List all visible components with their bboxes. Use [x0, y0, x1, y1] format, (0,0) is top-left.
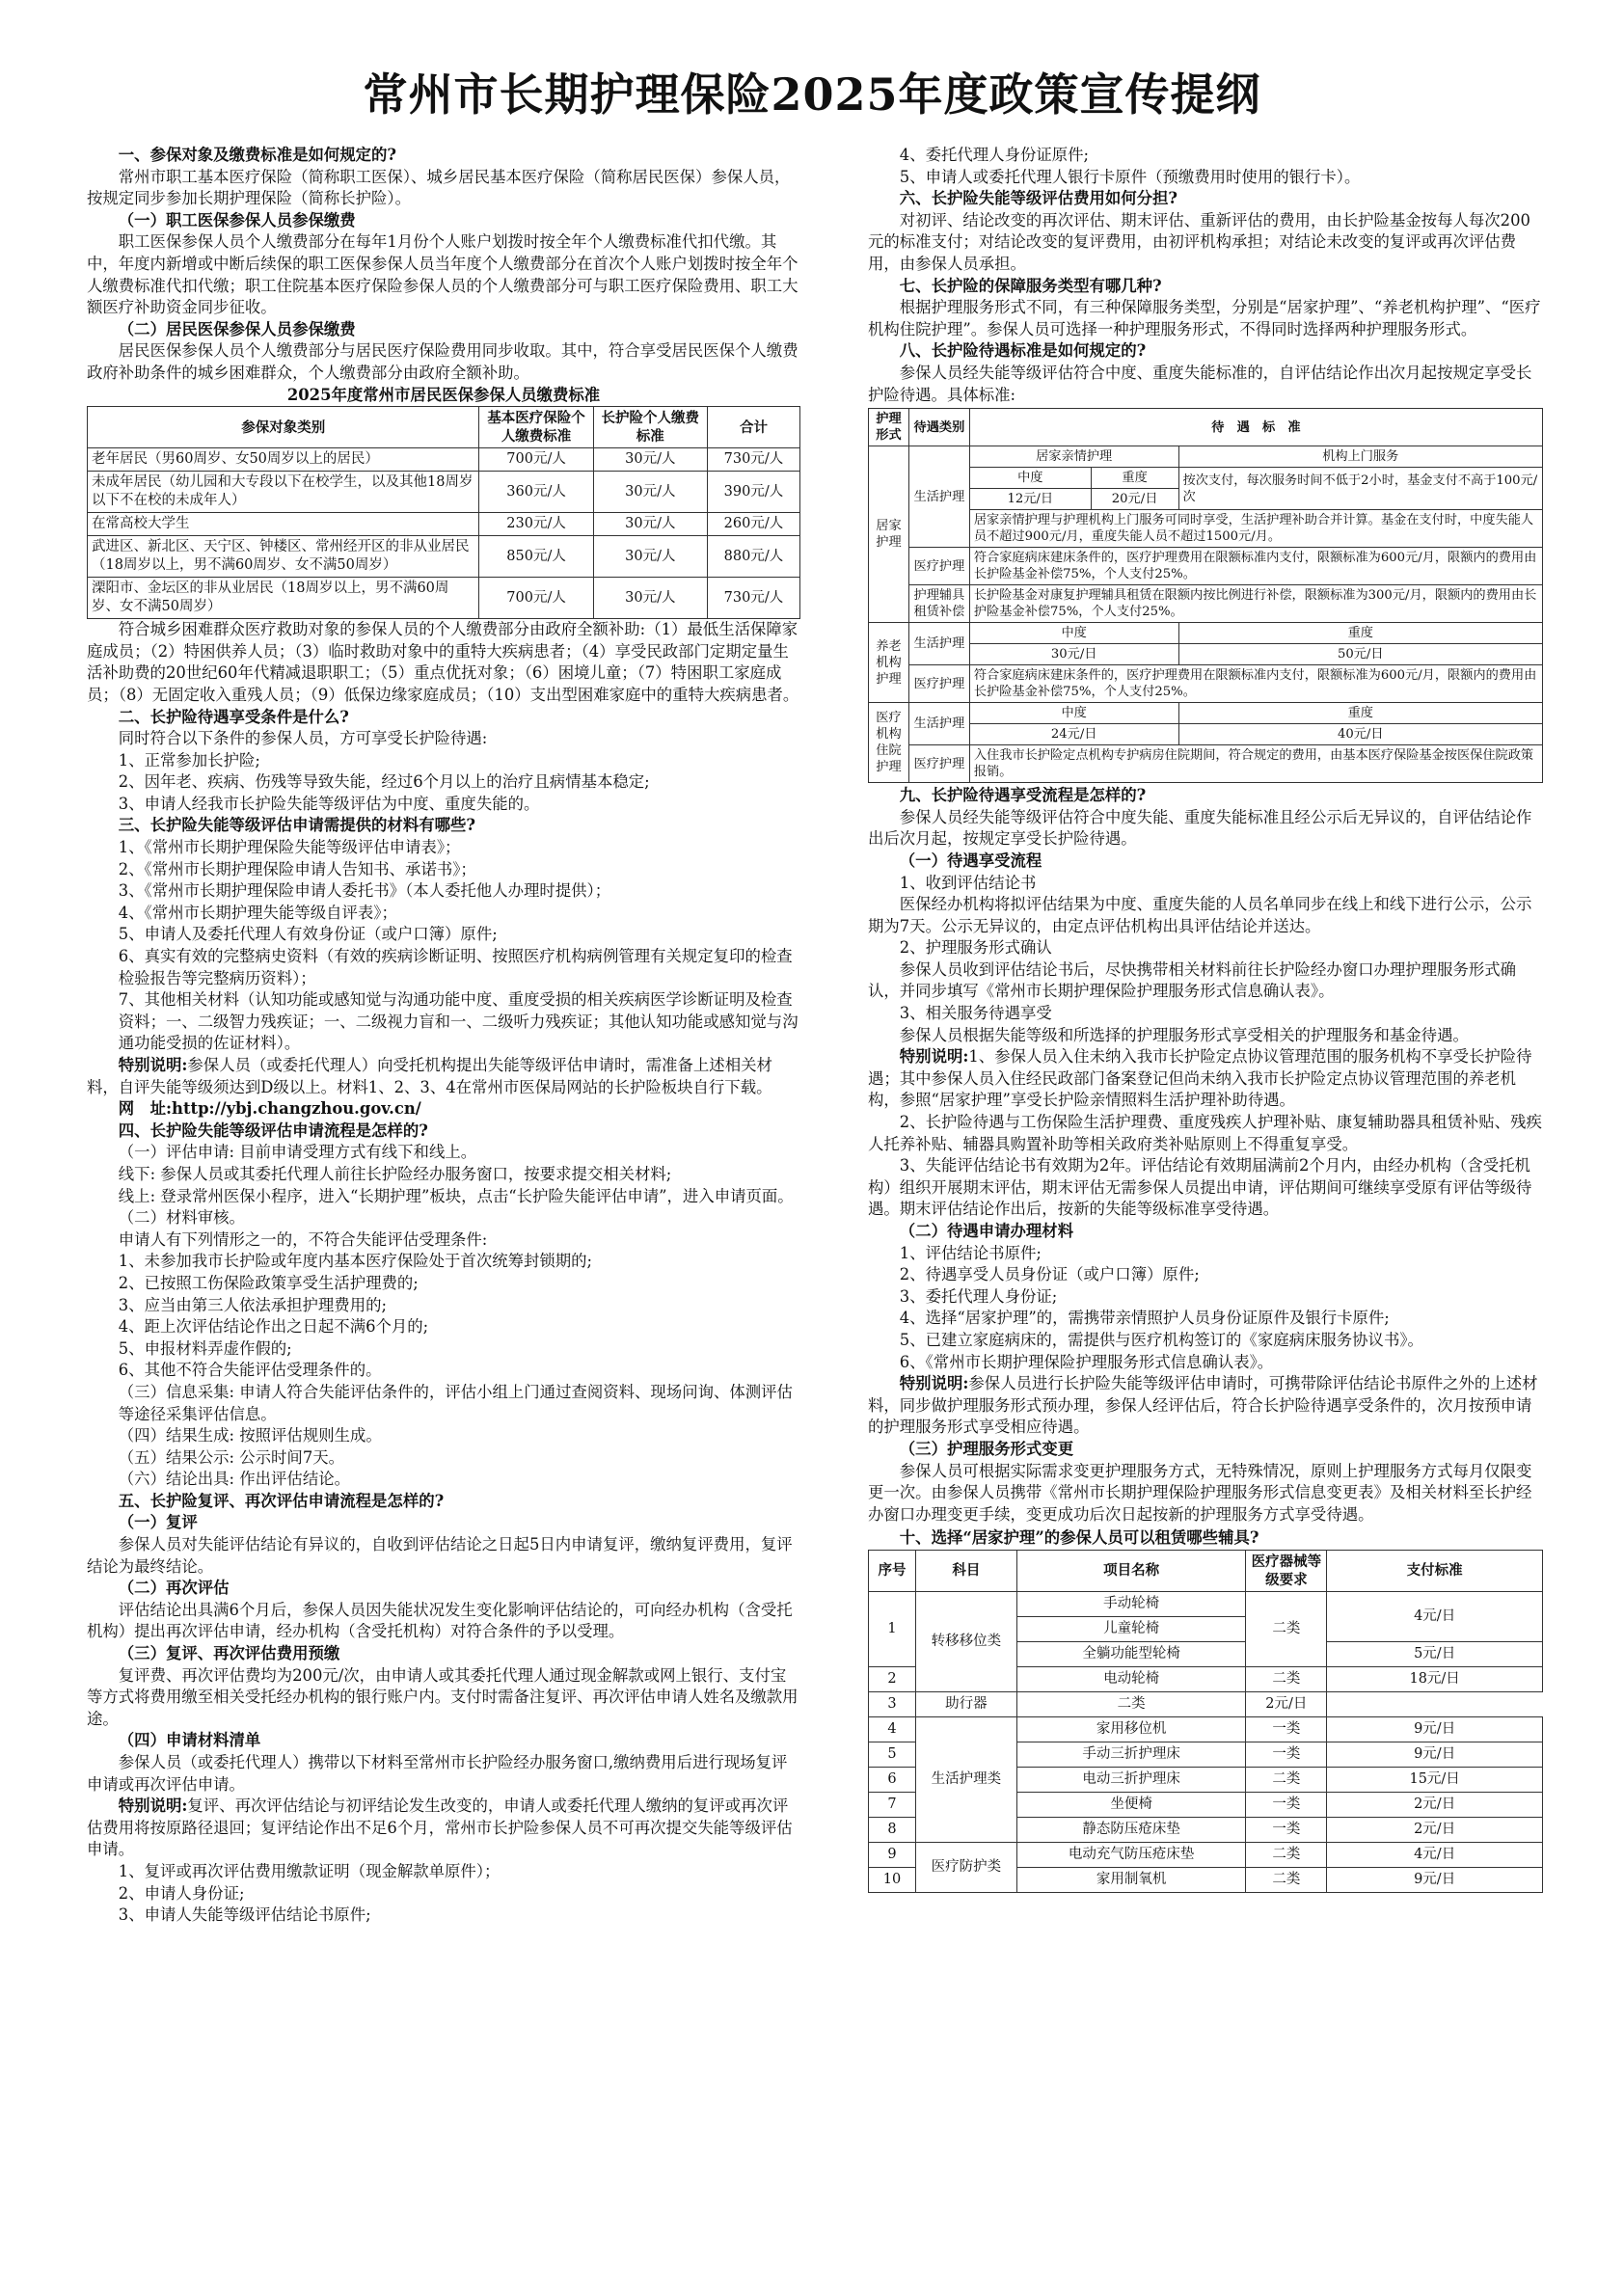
aid-cell: 二类 [1246, 1767, 1327, 1792]
aid-cell: 电动充气防压疮床垫 [1016, 1842, 1246, 1867]
aid-cell: 手动轮椅 [1016, 1591, 1246, 1616]
website-link[interactable]: http://ybj.changzhou.gov.cn/ [172, 1099, 421, 1119]
aid-cell: 18元/日 [1327, 1666, 1543, 1691]
section-9-heading: 九、长护险待遇享受流程是怎样的? [899, 786, 1147, 805]
section-7-heading: 七、长护险的保障服务类型有哪几种? [899, 276, 1162, 295]
aid-cell: 4元/日 [1327, 1591, 1543, 1641]
section-2-list [87, 750, 800, 816]
form-hosp: 医疗机构住院护理 [869, 703, 909, 783]
cat-life: 生活护理 [908, 623, 969, 665]
aid-cell: 7 [869, 1792, 916, 1817]
section-5-b: （二）再次评估 [118, 1579, 230, 1598]
list-item: 3、应当由第三人依法承担护理费用的; [118, 1295, 387, 1314]
list-item: 2、申请人身份证; [118, 1883, 245, 1903]
section-3-note [87, 1055, 800, 1098]
fee-th: 基本医疗保险个人缴费标准 [479, 407, 593, 448]
list-item: 2、已按照工伤保险政策享受生活护理费的; [118, 1273, 419, 1292]
section-3-list [87, 837, 800, 1055]
list-item: 3、申请人经我市长护险失能等级评估为中度、重度失能的。 [118, 794, 540, 813]
aid-cell: 电动三折护理床 [1016, 1767, 1246, 1792]
rate-24: 24元/日 [969, 724, 1178, 745]
aid-cell: 二类 [1246, 1842, 1327, 1867]
both-text: 居家亲情护理与护理机构上门服务可同时享受，生活护理补助合并计算。基金在支付时，中度失能人员不超过900元/月，重度失能人员不超过1500元/月。 [969, 510, 1542, 548]
aid-category: 生活护理类 [915, 1716, 1016, 1842]
section-4-list [87, 1142, 800, 1491]
section-9-a1-text: 医保经办机构将拟评估结果为中度、重度失能的人员名单同步在线上和线下进行公示，公示期为7天。公示无异议的，由定点评估机构出具评估结论并送达。 [868, 895, 1532, 935]
level-heavy: 重度 [1178, 703, 1542, 724]
aid-cell: 二类 [1246, 1666, 1327, 1691]
note-label: 特别说明: [899, 1374, 969, 1393]
left-column [87, 145, 800, 1927]
visit-text: 按次支付，每次服务时间不低于2小时，基金支付不高于100元/次 [1178, 468, 1542, 510]
fee-cell: 730元/人 [707, 448, 799, 472]
note-label: 特别说明: [118, 1796, 188, 1816]
fee-cell: 30元/人 [593, 536, 707, 578]
rate-20: 20元/日 [1091, 489, 1178, 510]
fee-cell: 390元/人 [707, 472, 799, 513]
note-text: 1、参保人员入住未纳入我市长护险定点协议管理范围的服务机构不享受长护险待遇；其中参保人员入住经民政部门备案登记但尚未纳入我市长护险定点协议管理范围的养老机构，参照“居家护理”享受长护险亲情照料生活护理补助待遇。 [868, 1047, 1532, 1110]
fee-th: 参保对象类别 [88, 407, 479, 448]
aid-category: 医疗防护类 [915, 1842, 1016, 1892]
aid-cell: 二类 [1246, 1867, 1327, 1892]
aid-cell: 2元/日 [1327, 1817, 1543, 1842]
list-item: 1、正常参加长护险; [118, 750, 260, 770]
level-mid: 中度 [969, 623, 1178, 644]
section-7-text: 根据护理服务形式不同，有三种保障服务类型，分别是“居家护理”、“养老机构护理”、“医疗机构住院护理”。参保人员可选择一种护理服务形式，不得同时选择两种护理服务形式。 [868, 298, 1541, 338]
aid-cell: 9元/日 [1327, 1742, 1543, 1767]
list-item: （六）结论出具: 作出评估结论。 [118, 1470, 350, 1489]
form-home: 居家护理 [869, 446, 909, 623]
fee-table [87, 406, 800, 619]
aid-cell: 一类 [1246, 1792, 1327, 1817]
section-1-heading: 一、参保对象及缴费标准是如何规定的? [118, 146, 397, 164]
section-4-heading: 四、长护险失能等级评估申请流程是怎样的? [118, 1121, 428, 1140]
section-5-d-text: 参保人员（或委托代理人）携带以下材料至常州市长护险经办服务窗口,缴纳费用后进行现场复评申请或再次评估申请。 [87, 1753, 788, 1794]
section-5-b-text: 评估结论出具满6个月后，参保人员因失能状况发生变化影响评估结论的，可向经办机构（含受托机构）提出再次评估申请，经办机构（含受托机构）对符合条件的予以受理。 [87, 1600, 793, 1641]
section-9-b-note [868, 1373, 1543, 1439]
section-5-a: （一）复评 [118, 1513, 198, 1532]
level-heavy: 重度 [1091, 468, 1178, 489]
page-title: 常州市长期护理保险2025年度政策宣传提纲 [363, 68, 1261, 121]
aid-cell: 10 [869, 1867, 916, 1892]
aid-table [868, 1550, 1543, 1893]
aid-th: 支付标准 [1327, 1550, 1543, 1591]
section-1-sub1-text: 职工医保参保人员个人缴费部分在每年1月份个人账户划拨时按全年个人缴费标准代扣代缴。其中，年度内新增或中断后续保的职工医保参保人员当年度个人缴费部分在首次个人账户划拨时按全年个人缴费标准代扣代缴；职工住院基本医疗保险参保人员的个人缴费部分可与职工医疗保险费用、职工大额医疗补助资金同步征收。 [87, 232, 798, 317]
fee-cell: 260元/人 [707, 513, 799, 536]
section-9-text: 参保人员经失能等级评估符合中度失能、重度失能标准且经公示后无异议的，自评估结论作出后次月起，按规定享受长护险待遇。 [868, 807, 1532, 849]
aid-cell: 5元/日 [1327, 1641, 1543, 1666]
aid-cell: 电动轮椅 [1016, 1666, 1246, 1691]
benefit-th: 护理形式 [869, 409, 909, 446]
fee-cell: 未成年居民（幼儿园和大专段以下在校学生，以及其他18周岁以下不在校的未成年人） [88, 472, 479, 513]
list-item: 线上: 登录常州医保小程序，进入“长期护理”板块，点击“长护险失能评估申请”，进入申请页面。 [118, 1186, 794, 1205]
aid-cell: 4 [869, 1716, 916, 1742]
aid-th: 科目 [915, 1550, 1016, 1591]
table-row [869, 1691, 1543, 1716]
fee-cell: 880元/人 [707, 536, 799, 578]
list-item: 1、复评或再次评估费用缴款证明（现金解款单原件）； [118, 1861, 501, 1880]
continued-list [868, 145, 1543, 188]
aid-cell: 9 [869, 1842, 916, 1867]
list-item: 线下: 参保人员或其委托代理人前往长护险经办服务窗口，按要求提交相关材料; [118, 1164, 672, 1183]
form-elder: 养老机构护理 [869, 623, 909, 703]
cat-life: 生活护理 [908, 446, 969, 548]
section-9-a: （一）待遇享受流程 [899, 851, 1042, 870]
aid-text: 长护险基金对康复护理辅具租赁在限额内按比例进行补偿，限额标准为300元/月，限额内的费用由长护险基金补偿75%，个人支付25%。 [969, 585, 1542, 623]
aid-category: 转移移位类 [915, 1591, 1016, 1691]
fee-cell: 在常高校大学生 [88, 513, 479, 536]
section-9-c: （三）护理服务形式变更 [899, 1439, 1074, 1458]
level-mid: 中度 [969, 468, 1091, 489]
hosp-text: 入住我市长护险定点机构专护病房住院期间，符合规定的费用，由基本医疗保险基金按医保住院政策报销。 [969, 745, 1542, 783]
aid-cell: 9元/日 [1327, 1716, 1543, 1742]
table-row [88, 448, 800, 472]
section-5-c: （三）复评、再次评估费用预缴 [118, 1644, 340, 1663]
list-item: 2、因年老、疾病、伤残等导致失能，经过6个月以上的治疗且病情基本稳定; [118, 772, 650, 792]
table-row [88, 513, 800, 536]
med-text: 符合家庭病床建床条件的，医疗护理费用在限额标准内支付，限额标准为600元/月，限额内的费用由长护险基金补偿75%，个人支付25%。 [969, 665, 1542, 703]
rate-12: 12元/日 [969, 489, 1091, 510]
rate-50: 50元/日 [1178, 644, 1542, 665]
list-item: 2、《常州市长期护理保险申请人告知书、承诺书》； [118, 859, 476, 878]
aid-cell: 3 [869, 1691, 916, 1716]
aid-th: 医疗器械等级要求 [1246, 1550, 1327, 1591]
med-text: 符合家庭病床建床条件的，医疗护理费用在限额标准内支付，限额标准为600元/月，限额内的费用由长护险基金补偿75%，个人支付25%。 [969, 548, 1542, 585]
note-label: 特别说明: [899, 1047, 969, 1067]
table-row [88, 578, 800, 619]
section-9-a2-text: 参保人员收到评估结论书后，尽快携带相关材料前往长护险经办窗口办理护理服务形式确认，并同步填写《常州市长期护理保险护理服务形式信息确认表》。 [868, 959, 1517, 1001]
benefit-th: 待遇类别 [908, 409, 969, 446]
section-9-note-3: 3、失能评估结论书有效期为2年。评估结论有效期届满前2个月内，由经办机构（含受托机构）组织开展期末评估，期末评估无需参保人员提出申请，评估期间可继续享受原有评估等级待遇。期末评估结论作出后，按新的失能等级标准享受待遇。 [868, 1156, 1532, 1219]
section-10-heading: 十、选择“居家护理”的参保人员可以租赁哪些辅具? [899, 1528, 1259, 1548]
table-row [88, 536, 800, 578]
fee-cell: 老年居民（男60周岁、女50周岁以上的居民） [88, 448, 479, 472]
aid-cell: 一类 [1246, 1817, 1327, 1842]
table-row [869, 1716, 1543, 1742]
section-1-sub2-text: 居民医保参保人员个人缴费部分与居民医疗保险费用同步收取。其中，符合享受居民医保个人缴费政府补助条件的城乡困难群众，个人缴费部分由政府全额补助。 [87, 341, 798, 382]
visit-head: 机构上门服务 [1178, 446, 1542, 468]
table-row [869, 1842, 1543, 1867]
list-item: （二）材料审核。 [118, 1208, 245, 1228]
list-item: 申请人有下列情形之一的，不符合失能评估受理条件: [118, 1229, 488, 1249]
list-item: 4、《常州市长期护理失能等级自评表》； [118, 903, 397, 922]
list-item: 5、申报材料弄虚作假的; [118, 1338, 292, 1358]
section-9-note-1 [868, 1046, 1543, 1112]
aid-cell: 8 [869, 1817, 916, 1842]
cat-aid: 护理辅具租赁补偿 [908, 585, 969, 623]
section-5-note [87, 1796, 800, 1861]
list-item: 2、待遇享受人员身份证（或户口簿）原件; [899, 1265, 1200, 1284]
url-label: 网 址: [118, 1099, 173, 1119]
section-9-a1: 1、收到评估结论书 [899, 873, 1037, 892]
list-item: （四）结果生成: 按照评估规则生成。 [118, 1426, 382, 1445]
section-2-text: 同时符合以下条件的参保人员，方可享受长护险待遇: [118, 729, 488, 748]
note-text: 参保人员进行长护险失能等级评估申请时，可携带除评估结论书原件之外的上述材料，同步做护理服务形式预办理，参保人经评估后，符合长护险待遇享受条件的，次月按预申请的护理服务形式享受相应待遇。 [868, 1374, 1538, 1437]
list-item: 4、委托代理人身份证原件; [899, 146, 1090, 164]
fee-cell: 730元/人 [707, 578, 799, 619]
section-9-b: （二）待遇申请办理材料 [899, 1222, 1074, 1240]
section-9-a3-text: 参保人员根据失能等级和所选择的护理服务形式享受相关的护理服务和基金待遇。 [899, 1025, 1469, 1044]
aid-cell: 4元/日 [1327, 1842, 1543, 1867]
aid-cell: 全躺功能型轮椅 [1016, 1641, 1246, 1666]
note-label: 特别说明: [118, 1056, 188, 1074]
list-item: （三）信息采集: 申请人符合失能评估条件的，评估小组上门通过查阅资料、现场问询、体测评估等途径采集评估信息。 [118, 1382, 793, 1423]
list-item: 1、未参加我市长护险或年度内基本医疗保险处于首次统筹封锁期的; [118, 1252, 593, 1271]
note-text: 参保人员（或委托代理人）向受托机构提出失能等级评估申请时，需准备上述相关材料，自评失能等级须达到D级以上。材料1、2、3、4在常州市医保局网站的长护险板块自行下载。 [87, 1056, 772, 1096]
cat-med: 医疗护理 [908, 745, 969, 783]
list-item: 5、申请人及委托代理人有效身份证（或户口簿）原件; [118, 925, 498, 944]
benefit-table [868, 408, 1543, 783]
list-item: （一）评估申请: 目前申请受理方式有线下和线上。 [118, 1143, 477, 1162]
section-1-text: 常州市职工基本医疗保险（简称职工医保）、城乡居民基本医疗保险（简称居民医保）参保人员，按规定同步参加长期护理保险（简称长护险）。 [87, 167, 791, 208]
fee-cell: 30元/人 [593, 448, 707, 472]
aid-cell: 静态防压疮床垫 [1016, 1817, 1246, 1842]
table-row [869, 1591, 1543, 1616]
list-item: 1、《常州市长期护理保险失能等级评估申请表》； [118, 838, 461, 857]
aid-cell: 一类 [1246, 1742, 1327, 1767]
list-item: 6、《常州市长期护理保险护理服务形式信息确认表》。 [899, 1352, 1274, 1371]
section-1-sub2: （二）居民医保参保人员参保缴费 [118, 319, 356, 338]
section-5-list [87, 1861, 800, 1927]
list-item: 3、申请人失能等级评估结论书原件; [118, 1905, 371, 1925]
aid-cell: 6 [869, 1767, 916, 1792]
rate-40: 40元/日 [1178, 724, 1542, 745]
right-column [868, 145, 1543, 1893]
fee-cell: 230元/人 [479, 513, 593, 536]
aid-cell: 5 [869, 1742, 916, 1767]
section-5-d: （四）申请材料清单 [118, 1731, 261, 1750]
aid-cell: 9元/日 [1327, 1867, 1543, 1892]
aid-cell: 2元/日 [1246, 1691, 1327, 1716]
website-line [87, 1098, 800, 1121]
fee-cell: 30元/人 [593, 578, 707, 619]
level-mid: 中度 [969, 703, 1178, 724]
section-9-note-2: 2、长护险待遇与工伤保险生活护理费、重度残疾人护理补贴、康复辅助器具租赁补贴、残疾人托养补贴、辅器具购置补助等相关政府类补贴原则上不得重复享受。 [868, 1113, 1542, 1153]
aid-cell: 家用移位机 [1016, 1716, 1246, 1742]
fee-cell: 武进区、新北区、天宁区、钟楼区、常州经开区的非从业居民（18周岁以上，男不满60周岁、女不满50周岁） [88, 536, 479, 578]
section-3-heading: 三、长护险失能等级评估申请需提供的材料有哪些? [118, 816, 475, 835]
aid-cell: 儿童轮椅 [1016, 1616, 1246, 1641]
list-item: 4、选择“居家护理”的，需携带亲情照护人员身份证原件及银行卡原件; [899, 1309, 1390, 1328]
fee-cell: 30元/人 [593, 472, 707, 513]
section-9-a3: 3、相关服务待遇享受 [899, 1004, 1052, 1023]
note-text: 复评、再次评估结论与初评结论发生改变的，申请人或委托代理人缴纳的复评或再次评估费用将按原路径退回；复评结论作出不足6个月，常州市长护险参保人员不可再次提交失能等级评估申请。 [87, 1796, 793, 1859]
aid-cell: 2 [869, 1666, 916, 1691]
aid-cell: 二类 [1246, 1591, 1327, 1666]
fee-cell: 360元/人 [479, 472, 593, 513]
section-9-b-list [868, 1243, 1543, 1374]
list-item: 6、其他不符合失能评估受理条件的。 [118, 1361, 382, 1380]
list-item: 6、真实有效的完整病史资料（有效的疾病诊断证明、按照医疗机构病例管理有关规定复印的检查检验报告等完整病历资料）； [118, 947, 793, 987]
section-6-heading: 六、长护险失能等级评估费用如何分担? [899, 189, 1178, 208]
cat-med: 医疗护理 [908, 548, 969, 585]
aid-cell: 助行器 [915, 1691, 1016, 1716]
list-item: （五）结果公示: 公示时间7天。 [118, 1447, 345, 1467]
section-8-text: 参保人员经失能等级评估符合中度、重度失能标准的，自评估结论作出次月起按规定享受长护险待遇。具体标准: [868, 363, 1532, 404]
list-item: 5、已建立家庭病床的，需提供与医疗机构签订的《家庭病床服务协议书》。 [899, 1330, 1423, 1349]
table-row [88, 472, 800, 513]
aid-th: 项目名称 [1016, 1550, 1246, 1591]
fee-cell: 溧阳市、金坛区的非从业居民（18周岁以上，男不满60周岁、女不满50周岁） [88, 578, 479, 619]
section-9-c-text: 参保人员可根据实际需求变更护理服务方式，无特殊情况，原则上护理服务方式每月仅限变更一次。由参保人员携带《常州市长期护理保险护理服务形式信息变更表》及相关材料至长护经办窗口办理变更手续，变更成功后次日起按新的护理服务方式享受待遇。 [868, 1461, 1532, 1524]
fee-cell: 30元/人 [593, 513, 707, 536]
level-heavy: 重度 [1178, 623, 1542, 644]
fee-cell: 700元/人 [479, 578, 593, 619]
aid-cell: 手动三折护理床 [1016, 1742, 1246, 1767]
aid-cell: 1 [869, 1591, 916, 1666]
cat-life: 生活护理 [908, 703, 969, 745]
fee-cell: 700元/人 [479, 448, 593, 472]
list-item: 7、其他相关材料（认知功能或感知觉与沟通功能中度、重度受损的相关疾病医学诊断证明及检查资料；一、二级智力残疾证；一、二级视力盲和一、二级听力残疾证；其他认知功能或感知觉与沟通功能受损的佐证材料）。 [118, 990, 798, 1053]
cat-med: 医疗护理 [908, 665, 969, 703]
fee-th: 长护险个人缴费标准 [593, 407, 707, 448]
fee-th: 合计 [707, 407, 799, 448]
aid-cell: 家用制氧机 [1016, 1867, 1246, 1892]
fee-table-caption: 2025年度常州市居民医保参保人员缴费标准 [286, 385, 601, 404]
list-item: 3、《常州市长期护理保险申请人委托书》（本人委托他人办理时提供）； [118, 881, 611, 901]
aid-cell: 15元/日 [1327, 1767, 1543, 1792]
section-5-heading: 五、长护险复评、再次评估申请流程是怎样的? [118, 1491, 445, 1510]
section-1-after: 符合城乡困难群众医疗救助对象的参保人员的个人缴费部分由政府全额补助:（1）最低生活保障家庭成员；（2）特困供养人员；（3）临时救助对象中的重特大疾病患者；（4）享受民政部门定期定量生活补助费的20世纪60年代精减退职职工；（5）重点优抚对象；（6）困境儿童；（7）特困职工家庭成员；（8）无固定收入重残人员；（9）低保边缘家庭成员；（10）支出型困难家庭中的重特大疾病患者。 [87, 620, 799, 704]
aid-cell: 坐便椅 [1016, 1792, 1246, 1817]
rate-30: 30元/日 [969, 644, 1178, 665]
section-5-a-text: 参保人员对失能评估结论有异议的，自收到评估结论之日起5日内申请复评，缴纳复评费用，复评结论为最终结论。 [87, 1535, 793, 1576]
list-item: 3、委托代理人身份证; [899, 1286, 1058, 1306]
section-9-a2: 2、护理服务形式确认 [899, 938, 1052, 958]
list-item: 1、评估结论书原件; [899, 1243, 1042, 1262]
section-5-c-text: 复评费、再次评估费均为200元/次，由申请人或其委托代理人通过现金解款或网上银行、支付宝等方式将费用缴至相关受托经办机构的银行账户内。支付时需备注复评、再次评估申请人姓名及缴款用途。 [87, 1665, 798, 1728]
section-2-heading: 二、长护险待遇享受条件是什么? [118, 707, 349, 726]
section-1-sub1: （一）职工医保参保人员参保缴费 [118, 210, 356, 230]
aid-th: 序号 [869, 1550, 916, 1591]
aid-cell: 2元/日 [1327, 1792, 1543, 1817]
aid-cell: 二类 [1016, 1691, 1246, 1716]
section-8-heading: 八、长护险待遇标准是如何规定的? [899, 341, 1147, 361]
aid-cell: 一类 [1246, 1716, 1327, 1742]
fee-cell: 850元/人 [479, 536, 593, 578]
section-6-text: 对初评、结论改变的再次评估、期末评估、重新评估的费用，由长护险基金按每人每次200元的标准支付；对结论改变的复评费用，由初评机构承担；对结论未改变的复评或再次评估费用，由参保人员承担。 [868, 210, 1530, 273]
list-item: 5、申请人或委托代理人银行卡原件（预缴费用时使用的银行卡）。 [899, 167, 1361, 186]
list-item: 4、距上次评估结论作出之日起不满6个月的; [118, 1317, 429, 1337]
benefit-th: 待 遇 标 准 [969, 409, 1542, 446]
family-care-head: 居家亲情护理 [969, 446, 1178, 468]
